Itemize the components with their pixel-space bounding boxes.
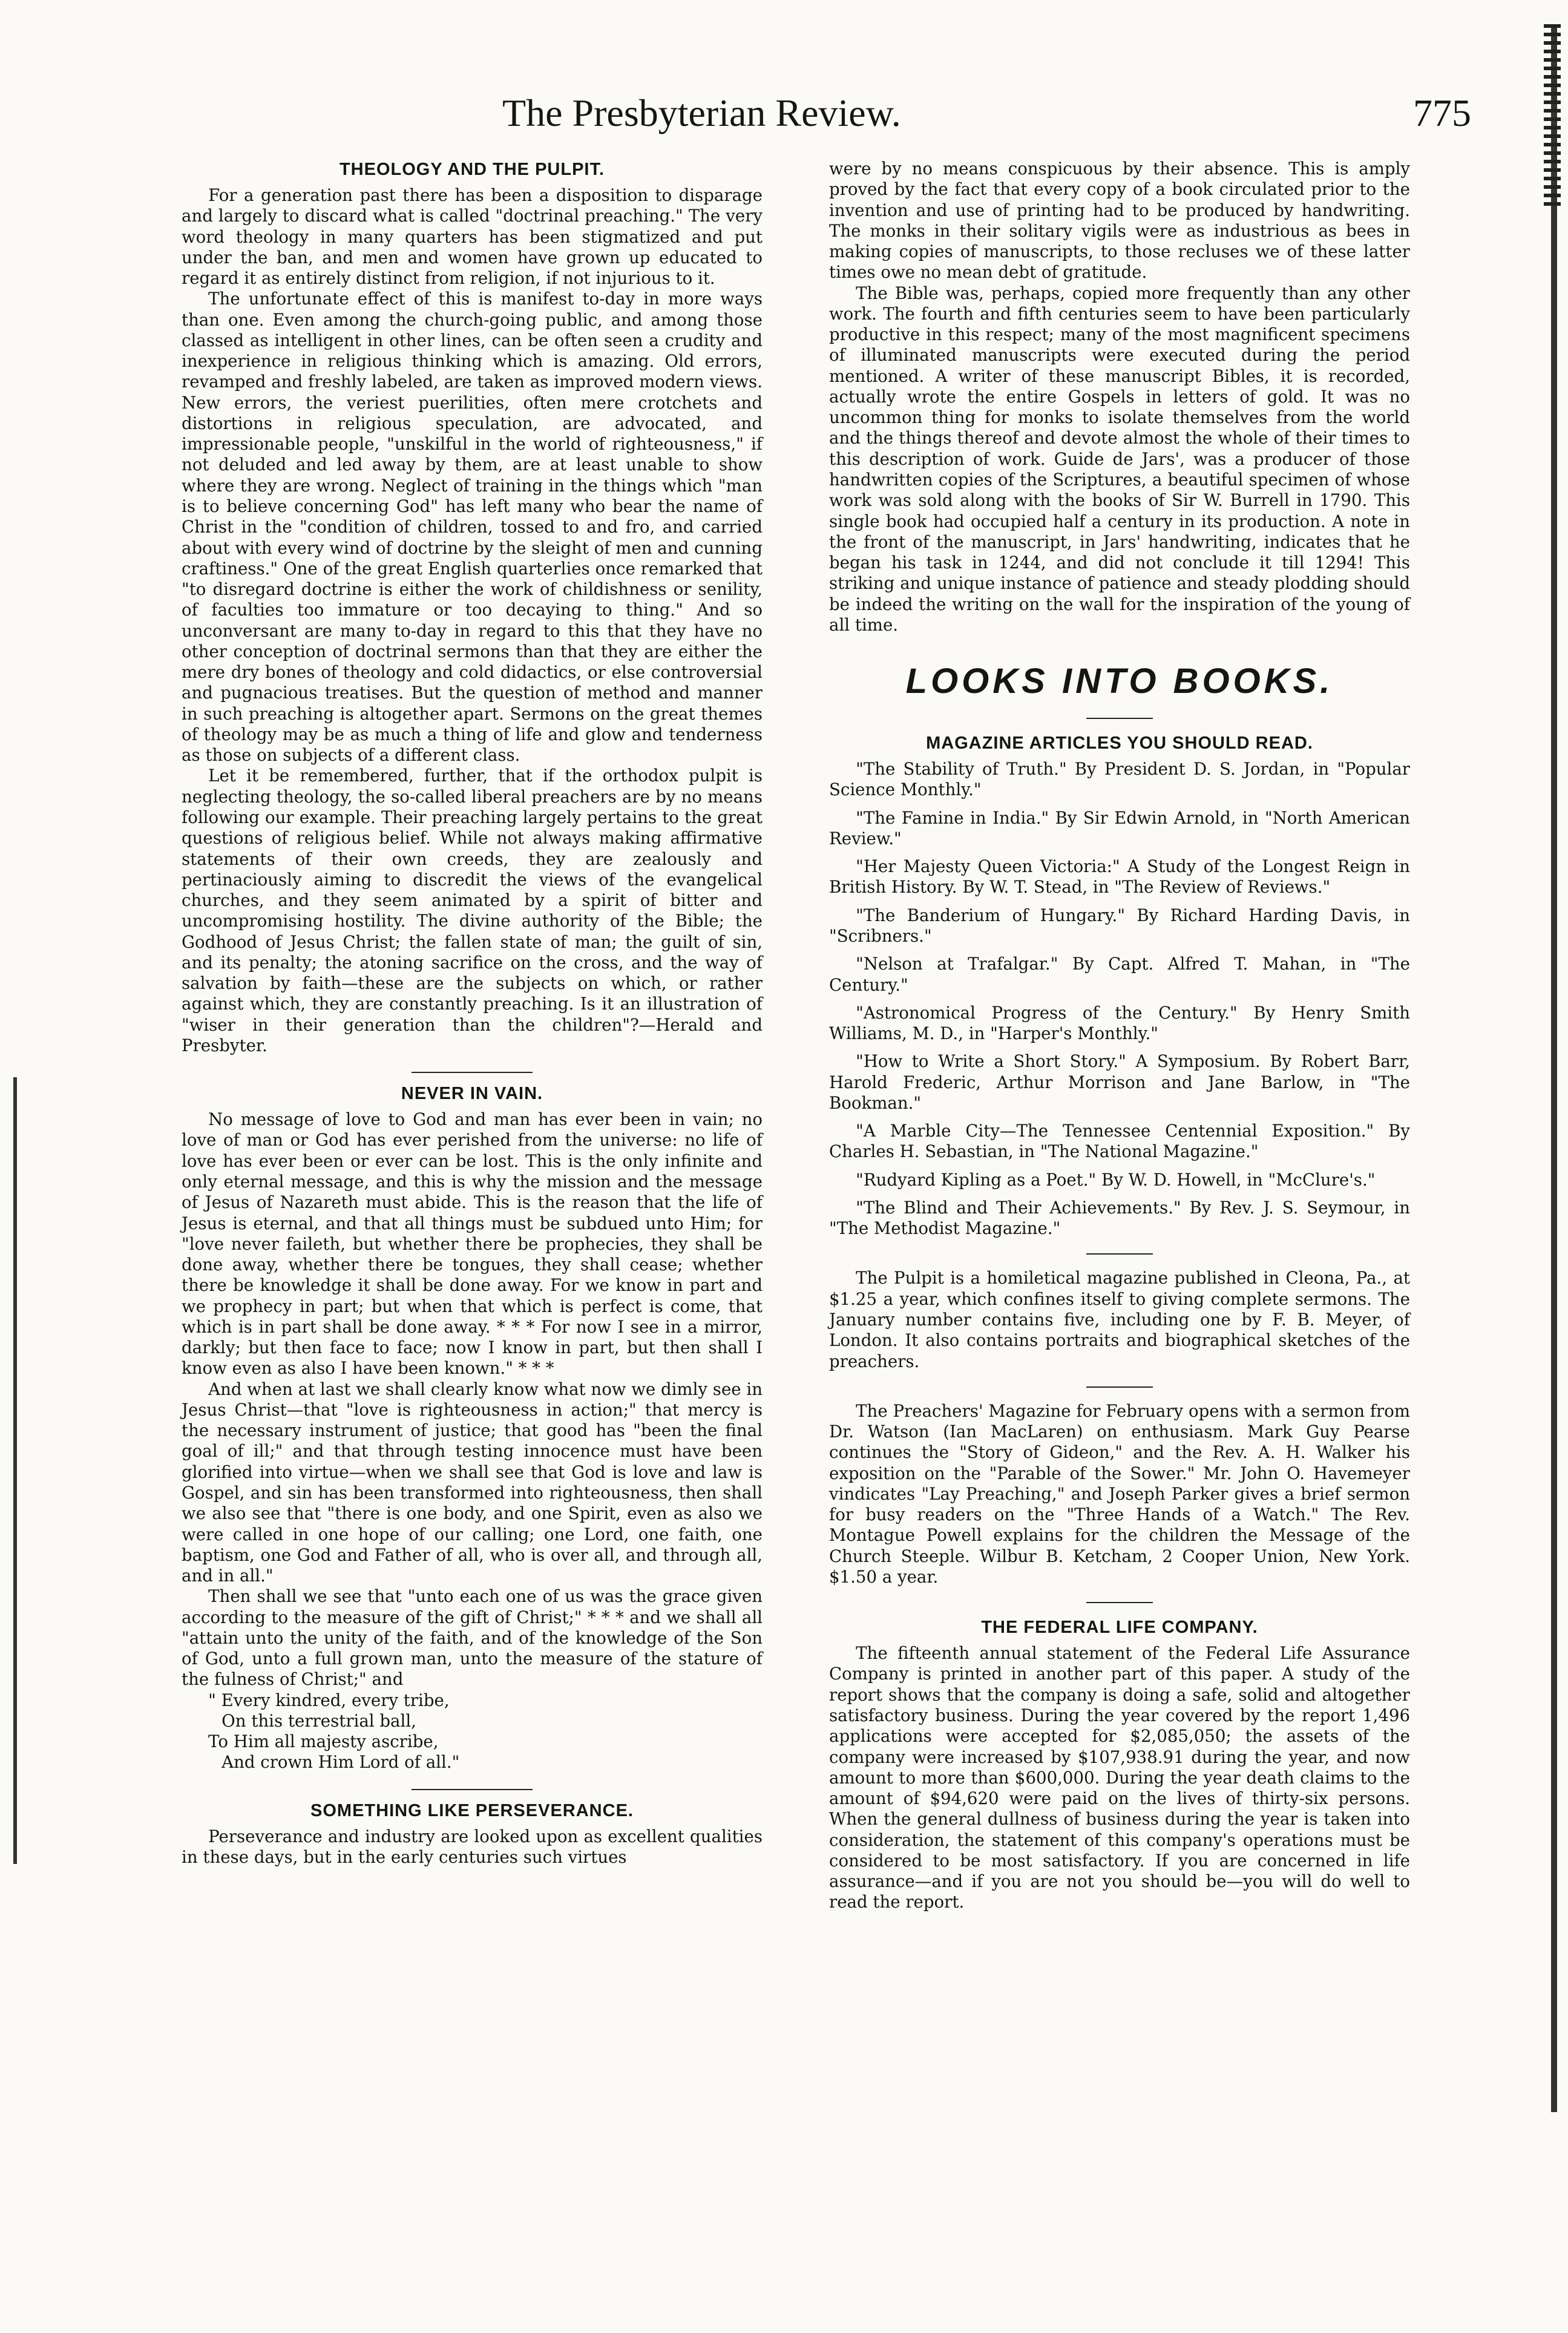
verse-line: " Every kindred, every tribe, [208,1690,450,1710]
section-divider [1086,1253,1153,1255]
list-item: "Her Majesty Queen Victoria:" A Study of the Longest Reign in British History. By W. T. Stead, in "The Review of Reviews." [829,856,1410,897]
heading-magazine-articles: MAGAZINE ARTICLES YOU SHOULD READ. [926,733,1313,753]
heading-looks-into-books: LOOKS INTO BOOKS. [905,661,1334,701]
paragraph: The fifteenth annual statement of the Federal Life Assurance Company is printed in another part of this paper. A study of the report shows that the company is doing a safe, solid and altogether satisfactory business. During the year covered by the report 1,496 applications were accepted for $2,085,050; the assets of the company were increased by $107,938.91 during the year, and now amount to more than $600,000. During the year death claims to the amount of $94,620 were paid on the lives of thirty-six persons. When the general dullness of business during the year is taken into consideration, the statement of this company's operations must be considered to be most satisfactory. If you are concerned in life assurance—and if you are not you should be—you will do well to read the report. [829,1643,1410,1912]
paragraph: Then shall we see that "unto each one of us was the grace given according to the measure of the gift of Christ;" * * * and we shall all "attain unto the unity of the faith, and of the knowledge of the Son of God, unto a full grown man, unto the measure of the stature of the fulness of Christ;" and [182,1586,763,1690]
scan-edge-mark [1551,24,1557,2112]
hymn-verse [182,1690,763,1773]
paragraph: For a generation past there has been a disposition to disparage and largely to discard what is called "doctrinal preaching." The very word theology in many quarters has been stigmatized and put under the ban, and men and women have grown up educated to regard it as entirely distinct from religion, if not injurious to it. [182,185,763,289]
paragraph-pulpit-magazine: The Pulpit is a homiletical magazine published in Cleona, Pa., at $1.25 a year, which confines itself to giving complete sermons. The January number contains five, including one by F. B. Meyer, of London. It also contains portraits and biographical sketches of the preachers. [829,1268,1410,1371]
verse-line: To Him all majesty ascribe, [208,1731,439,1752]
section-divider [412,1072,533,1073]
section-divider [1086,718,1153,719]
section-divider [1086,1386,1153,1388]
list-item: "How to Write a Short Story." A Symposium. By Robert Barr, Harold Frederic, Arthur Morrison and Jane Barlow, in "The Bookman." [829,1051,1410,1113]
paragraph: The unfortunate effect of this is manifest to-day in more ways than one. Even among the church-going public, and among those classed as intelligent in other lines, can be often seen a crudity and inexperience in religious thinking which is amazing. Old errors, revamped and freshly labeled, are taken as improved modern views. New errors, the veriest puerilities, often mere crotchets and distortions in religious speculation, are advocated, and impressionable people, "unskilful in the world of righteousness," if not deluded and led away by them, are at least unable to show where they are wrong. Neglect of training in the things which "man is to believe concerning God" has left many who bear the name of Christ in the "condition of children, tossed to and fro, and carried about with every wind of doctrine by the sleight of men and cunning craftiness." One of the great English quarterlies once remarked that "to disregard doctrine is either the work of childishness or senility, of faculties too immature or too decaying to thing." And so unconversant are many to-day in regard to this that they have no other conception of doctrinal sermons than that they are either the mere dry bones of theology and cold didactics, or else controversial and pugnacious treatises. But the question of method and manner in such preaching is altogether apart. Sermons on the great themes of theology may be as much a thing of life and glow and tenderness as those on subjects of a different class. [182,289,763,766]
paragraph: were by no means conspicuous by their absence. This is amply proved by the fact that every copy of a book circulated prior to the invention and use of printing had to be produced by handwriting. The monks in their solitary vigils were as industrious as bees in making copies of manuscripts, to those recluses we of these latter times owe no mean debt of gratitude. [829,159,1410,283]
list-item: "Nelson at Trafalgar." By Capt. Alfred T. Mahan, in "The Century." [829,954,1410,995]
list-item: "The Banderium of Hungary." By Richard Harding Davis, in "Scribners." [829,905,1410,947]
scan-edge-mark [1544,24,1561,206]
section-divider [412,1789,533,1790]
heading-theology-pulpit: THEOLOGY AND THE PULPIT. [339,160,605,179]
list-item: "Rudyard Kipling as a Poet." By W. D. Howell, in "McClure's." [856,1169,1376,1190]
paragraph: Perseverance and industry are looked upon as excellent qualities in these days, but in the early centuries such virtues [182,1826,763,1867]
paragraph: And when at last we shall clearly know what now we dimly see in Jesus Christ—that "love is righteousness in action;" that mercy is the necessary instrument of justice; that good has "been the final goal of ill;" and that through testing innocence must have been glorified into virtue—when we shall see that God is love and law is Gospel, and sin has been transformed into righteousness, then shall we also see that "there is one body, and one Spirit, even as also we were called in one hope of our calling; one Lord, one faith, one baptism, one God and Father of all, who is over all, and through all, and in all." [182,1379,763,1586]
list-item: "A Marble City—The Tennessee Centennial Exposition." By Charles H. Sebastian, in "The National Magazine." [829,1121,1410,1162]
scan-edge-mark [13,1077,17,1864]
verse-line: On this terrestrial ball, [221,1710,416,1731]
verse-line: And crown Him Lord of all." [221,1752,460,1773]
running-title: The Presbyterian Review. [502,91,901,134]
paragraph: The Bible was, perhaps, copied more frequently than any other work. The fourth and fifth centuries seem to have been particularly productive in this respect; many of the most magnificent specimens of illuminated manuscripts were executed during the period mentioned. A writer of these manuscript Bibles, it is recorded, actually wrote the entire Gospels in letters of gold. It was no uncommon thing for monks to isolate themselves from the world and the things thereof and devote almost the whole of their times to this description of work. Guide de Jars', was a producer of those handwritten copies of the Scriptures, a beautiful specimen of whose work was sold along with the books of Sir W. Burrell in 1790. This single book had occupied half a century in its production. A note in the front of the manuscript, in Jars' handwriting, indicates that he began his task in 1244, and did not conclude it till 1294! This striking and unique instance of patience and steady plodding should be indeed the writing on the wall for the inspiration of the young of all time. [829,283,1410,635]
left-column [182,159,763,1868]
paragraph-preachers-magazine: The Preachers' Magazine for February opens with a sermon from Dr. Watson (Ian MacLaren) on enthusiasm. Mark Guy Pearse continues the "Story of Gideon," and the Rev. A. H. Walker his exposition on the "Parable of the Sower." Mr. John O. Havemeyer vindicates "Lay Preaching," and Joseph Parker gives a brief sermon for busy readers on the "Three Hands of a Watch." The Rev. Montague Powell explains for the children the Message of the Church Steeple. Wilbur B. Ketcham, 2 Cooper Union, New York. $1.50 a year. [829,1400,1410,1587]
list-item: "The Famine in India." By Sir Edwin Arnold, in "North American Review." [829,807,1410,848]
right-column [829,159,1410,1913]
paragraph: Let it be remembered, further, that if the orthodox pulpit is neglecting theology, the so-called liberal preachers are by no means following our example. Their preaching largely pertains to the great questions of religious belief. While not always making affirmative statements of their own creeds, they are zealously and pertinaciously aiming to discredit the views of the evangelical churches, and they seem animated by a spirit of bitter and uncompromising hostility. The divine authority of the Bible; the Godhood of Jesus Christ; the fallen state of man; the guilt of sin, and its penalty; the atoning sacrifice on the cross, and the way of salvation by faith—these are the subjects on which, or rather against which, they are constantly preaching. Is it an illustration of "wiser in their generation than the children"?—Herald and Presbyter. [182,766,763,1055]
section-divider [1086,1602,1153,1603]
paragraph: No message of love to God and man has ever been in vain; no love of man or God has ever perished from the universe: no life of love has ever been or ever can be lost. This is the only infinite and only eternal message, and this is why the mission and the message of Jesus of Nazareth must abide. This is the reason that the life of Jesus is eternal, and that all things must be subdued unto Him; for "love never faileth, but whether there be prophecies, they shall be done away, whether there be tongues, they shall cease; whether there be knowledge it shall be done away. For we know in part and we prophecy in part; but when that which is perfect is come, that which is in part shall be done away. * * * For now I see in a mirror, darkly; but then face to face; now I know in part, but then shall I know even as also I have been known." * * * [182,1109,763,1379]
list-item: "The Stability of Truth." By President D. S. Jordan, in "Popular Science Monthly." [829,759,1410,800]
list-item: "The Blind and Their Achievements." By Rev. J. S. Seymour, in "The Methodist Magazine." [829,1197,1410,1239]
page-number: 775 [1413,91,1471,134]
heading-perseverance: SOMETHING LIKE PERSEVERANCE. [310,1800,634,1820]
heading-federal-life: THE FEDERAL LIFE COMPANY. [981,1618,1258,1638]
list-item: "Astronomical Progress of the Century." By Henry Smith Williams, M. D., in "Harper's Monthly." [829,1002,1410,1044]
heading-never-in-vain: NEVER IN VAIN. [401,1084,543,1104]
